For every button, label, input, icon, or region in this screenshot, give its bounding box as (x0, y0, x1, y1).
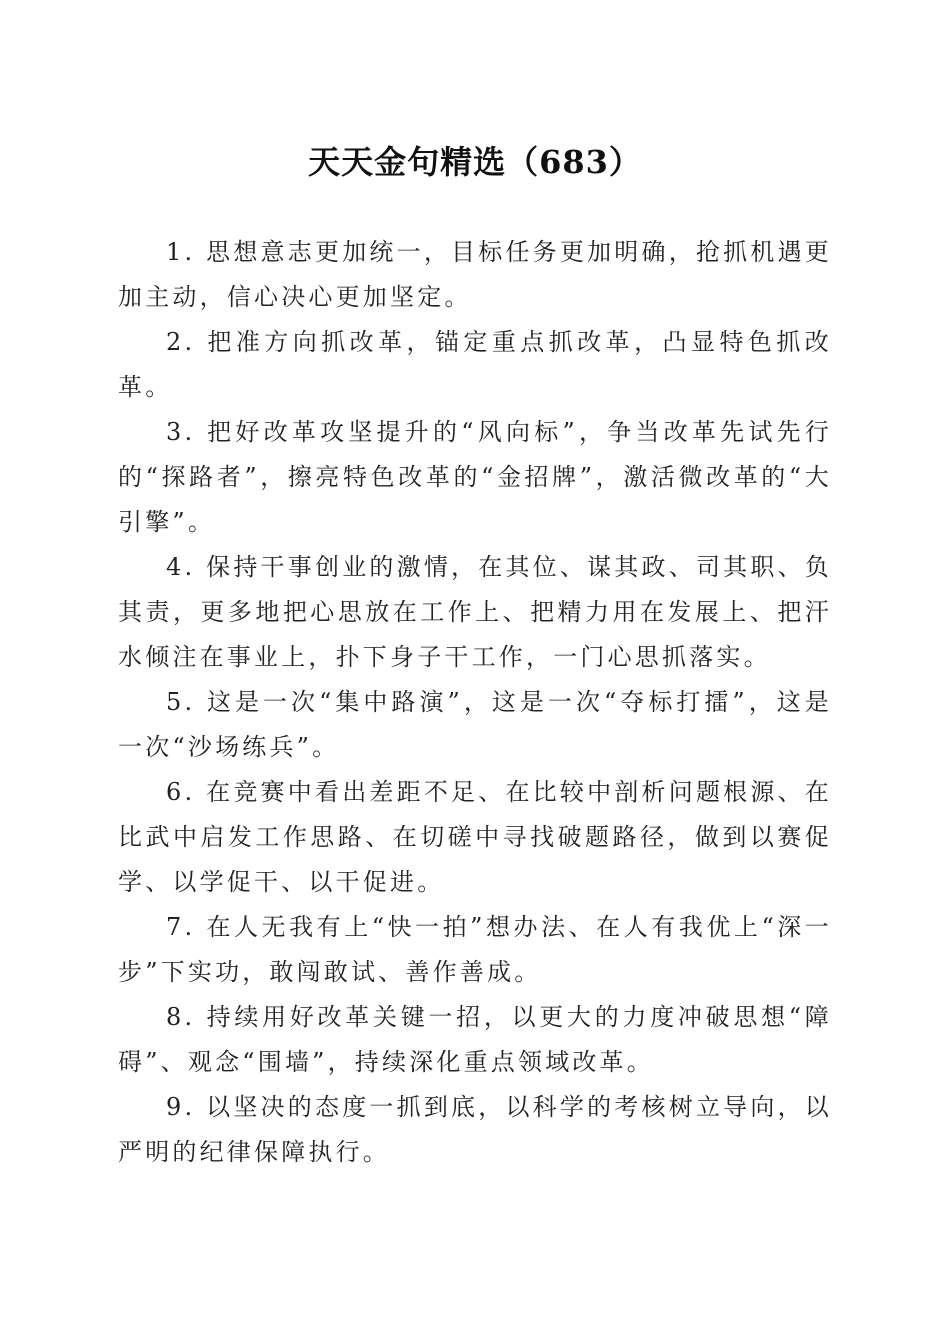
document-title: 天天金句精选（683） (308, 143, 642, 181)
paragraph-3: 3. 把好改革攻坚提升的“风向标”，争当改革先试先行的“探路者”，擦亮特色改革的“金招牌”，激活微改革的“大引擎”。 (118, 418, 832, 536)
paragraph-1: 1. 思想意志更加统一，目标任务更加明确，抢抓机遇更加主动，信心决心更加坚定。 (118, 238, 832, 311)
paragraph-2: 2. 把准方向抓改革，锚定重点抓改革，凸显特色抓改革。 (118, 328, 832, 401)
paragraph-4: 4. 保持干事创业的激情，在其位、谋其政、司其职、负其责，更多地把心思放在工作上、把精力用在发展上、把汗水倾注在事业上，扑下身子干工作，一门心思抓落实。 (118, 553, 832, 671)
document-body (118, 230, 832, 1175)
paragraph-9: 9. 以坚决的态度一抓到底，以科学的考核树立导向，以严明的纪律保障执行。 (118, 1093, 832, 1166)
paragraph-7: 7. 在人无我有上“快一拍”想办法、在人有我优上“深一步”下实功，敢闯敢试、善作善成。 (118, 913, 832, 986)
paragraph-8: 8. 持续用好改革关键一招，以更大的力度冲破思想“障碍”、观念“围墙”，持续深化重点领域改革。 (118, 1003, 832, 1076)
paragraph-5: 5. 这是一次“集中路演”，这是一次“夺标打擂”，这是一次“沙场练兵”。 (118, 688, 832, 761)
paragraph-6: 6. 在竞赛中看出差距不足、在比较中剖析问题根源、在比武中启发工作思路、在切磋中寻找破题路径，做到以赛促学、以学促干、以干促进。 (118, 778, 832, 896)
